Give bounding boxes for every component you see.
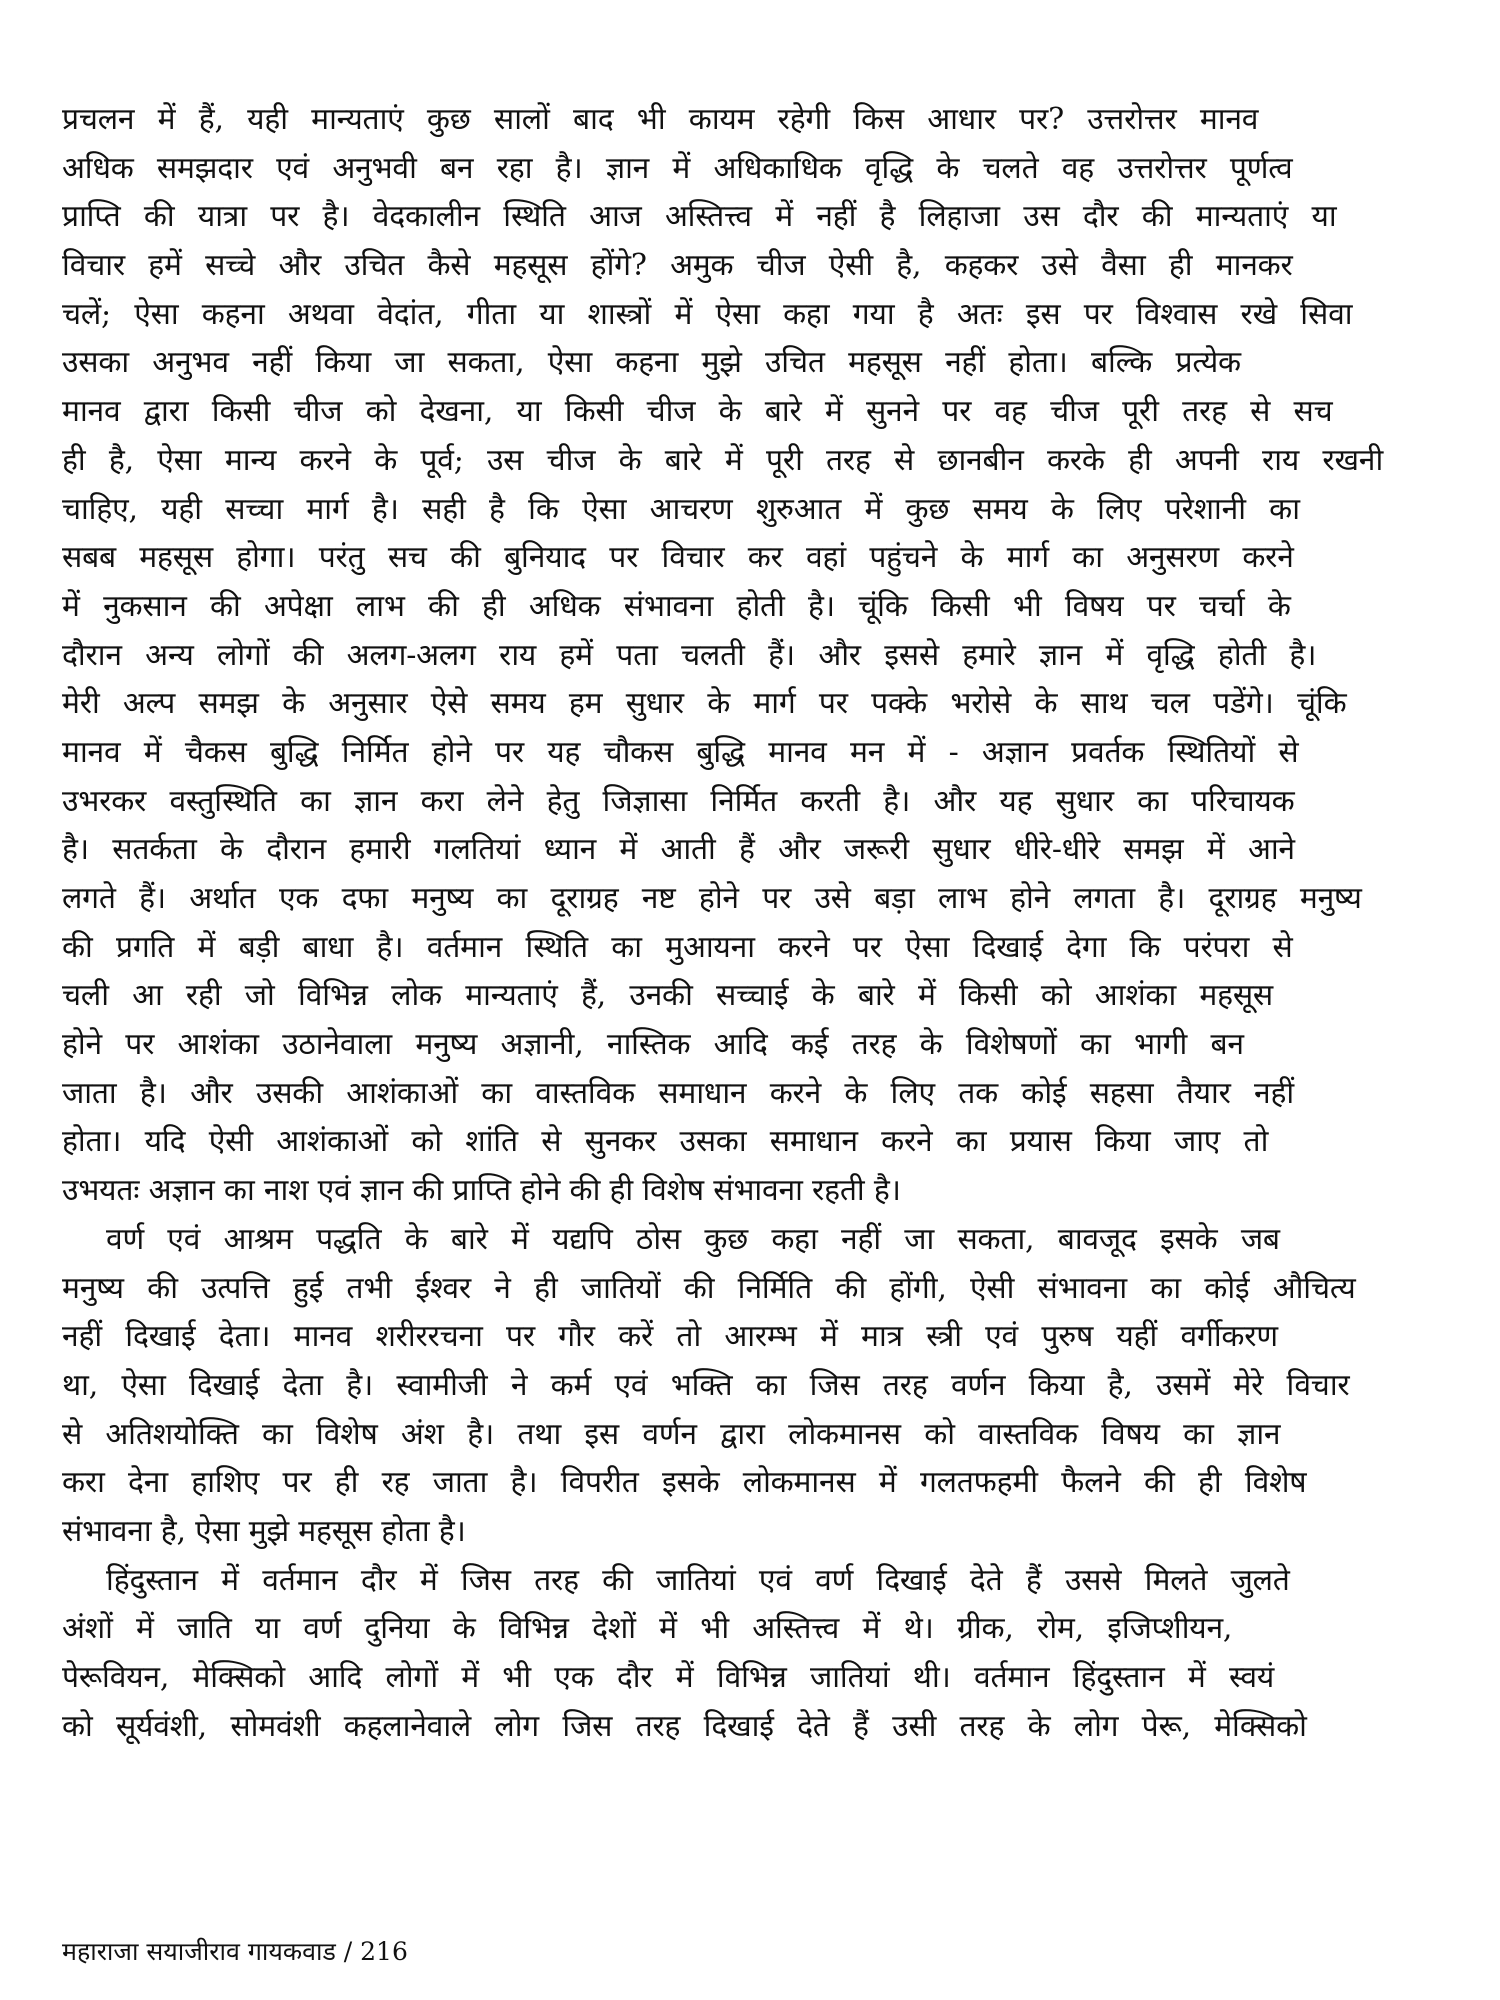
text-line: करा देना हाशिए पर ही रह जाता है। विपरीत इसके लोकमानस में गलतफहमी फैलने की ही विशेष [62,1465,1307,1501]
text-line: उसका अनुभव नहीं किया जा सकता, ऐसा कहना मुझे उचित महसूस नहीं होता। बल्कि प्रत्येक [62,345,1241,381]
body-text [62,96,1444,1751]
text-line: प्रचलन में हैं, यही मान्यताएं कुछ सालों बाद भी कायम रहेगी किस आधार पर? उत्तरोत्तर मानव [62,102,1259,137]
text-line: प्राप्ति की यात्रा पर है। वेदकालीन स्थिति आज अस्तित्त्व में नहीं है लिहाजा उस दौर की मान्यताएं या [62,199,1337,235]
page-footer: महाराजा सयाजीराव गायकवाड / 216 [62,1937,408,1966]
text-line: चली आ रही जो विभिन्न लोक मान्यताएं हैं, उनकी सच्चाई के बारे में किसी को आशंका महसूस [62,978,1274,1014]
text-line: चलें; ऐसा कहना अथवा वेदांत, गीता या शास्त्रों में ऐसा कहा गया है अतः इस पर विश्वास रखे सिवा [62,296,1353,332]
text-line: है। सतर्कता के दौरान हमारी गलतियां ध्यान में आती हैं और जरूरी सुधार धीरे-धीरे समझ में आने [62,832,1295,868]
text-line: था, ऐसा दिखाई देता है। स्वामीजी ने कर्म एवं भक्ति का जिस तरह वर्णन किया है, उसमें मेरे विचार [62,1367,1350,1403]
text-line: चाहिए, यही सच्चा मार्ग है। सही है कि ऐसा आचरण शुरुआत में कुछ समय के लिए परेशानी का [62,491,1300,527]
text-line: उभरकर वस्तुस्थिति का ज्ञान करा लेने हेतु जिज्ञासा निर्मित करती है। और यह सुधार का परिचायक [62,783,1295,819]
text-line: दौरान अन्य लोगों की अलग-अलग राय हमें पता चलती हैं। और इससे हमारे ज्ञान में वृद्धि होती है। [62,637,1317,673]
text-line: को सूर्यवंशी, सोमवंशी कहलानेवाले लोग जिस तरह दिखाई देते हैं उसी तरह के लोग पेरू, मेक्सिको [62,1708,1307,1744]
text-line: मनुष्य की उत्पत्ति हुई तभी ईश्वर ने ही जातियों की निर्मिति की होंगी, ऐसी संभावना का कोई औचित्य [62,1270,1356,1306]
text-line: उभयतः अज्ञान का नाश एवं ज्ञान की प्राप्ति होने की ही विशेष संभावना रहती है। [62,1173,901,1209]
text-line: वर्ण एवं आश्रम पद्धति के बारे में यद्यपि ठोस कुछ कहा नहीं जा सकता, बावजूद इसके जब [106,1221,1280,1257]
text-line: से अतिशयोक्ति का विशेष अंश है। तथा इस वर्णन द्वारा लोकमानस को वास्तविक विषय का ज्ञान [62,1416,1281,1452]
text-line: सबब महसूस होगा। परंतु सच की बुनियाद पर विचार कर वहां पहुंचने के मार्ग का अनुसरण करने [62,540,1294,576]
text-line: होता। यदि ऐसी आशंकाओं को शांति से सुनकर उसका समाधान करने का प्रयास किया जाए तो [62,1124,1269,1160]
text-line: अंशों में जाति या वर्ण दुनिया के विभिन्न देशों में भी अस्तित्त्व में थे। ग्रीक, रोम, इजिप्शीयन, [62,1611,1233,1647]
text-line: की प्रगति में बड़ी बाधा है। वर्तमान स्थिति का मुआयना करने पर ऐसा दिखाई देगा कि परंपरा से [62,929,1293,965]
text-line: होने पर आशंका उठानेवाला मनुष्य अज्ञानी, नास्तिक आदि कई तरह के विशेषणों का भागी बन [62,1027,1244,1063]
text-line: में नुकसान की अपेक्षा लाभ की ही अधिक संभावना होती है। चूंकि किसी भी विषय पर चर्चा के [62,588,1291,624]
text-line: संभावना है, ऐसा मुझे महसूस होता है। [62,1513,466,1549]
text-line: लगते हैं। अर्थात एक दफा मनुष्य का दूराग्रह नष्ट होने पर उसे बड़ा लाभ होने लगता है। दूराग्रह मनुष्य [62,881,1362,916]
text-line: विचार हमें सच्चे और उचित कैसे महसूस होंगे? अमुक चीज ऐसी है, कहकर उसे वैसा ही मानकर [62,248,1293,284]
text-line: जाता है। और उसकी आशंकाओं का वास्तविक समाधान करने के लिए तक कोई सहसा तैयार नहीं [62,1075,1294,1111]
text-line: मानव में चैकस बुद्धि निर्मित होने पर यह चौकस बुद्धि मानव मन में - अज्ञान प्रवर्तक स्थितियों से [62,734,1299,770]
text-line: मानव द्वारा किसी चीज को देखना, या किसी चीज के बारे में सुनने पर वह चीज पूरी तरह से सच [62,394,1333,430]
text-line: हिंदुस्तान में वर्तमान दौर में जिस तरह की जातियां एवं वर्ण दिखाई देते हैं उससे मिलते जुलते [106,1562,1290,1598]
text-line: मेरी अल्प समझ के अनुसार ऐसे समय हम सुधार के मार्ग पर पक्के भरोसे के साथ चल पडेंगे। चूंकि [62,686,1347,722]
text-line: नहीं दिखाई देता। मानव शरीररचना पर गौर करें तो आरम्भ में मात्र स्त्री एवं पुरुष यहीं वर्गीकरण [62,1319,1278,1355]
text-line: ही है, ऐसा मान्य करने के पूर्व; उस चीज के बारे में पूरी तरह से छानबीन करके ही अपनी राय रखनी [62,442,1384,478]
text-line: अधिक समझदार एवं अनुभवी बन रहा है। ज्ञान में अधिकाधिक वृद्धि के चलते वह उत्तरोत्तर पूर्णत्व [62,150,1293,186]
text-line: पेरूवियन, मेक्सिको आदि लोगों में भी एक दौर में विभिन्न जातियां थी। वर्तमान हिंदुस्तान में स्वयं [62,1660,1275,1695]
